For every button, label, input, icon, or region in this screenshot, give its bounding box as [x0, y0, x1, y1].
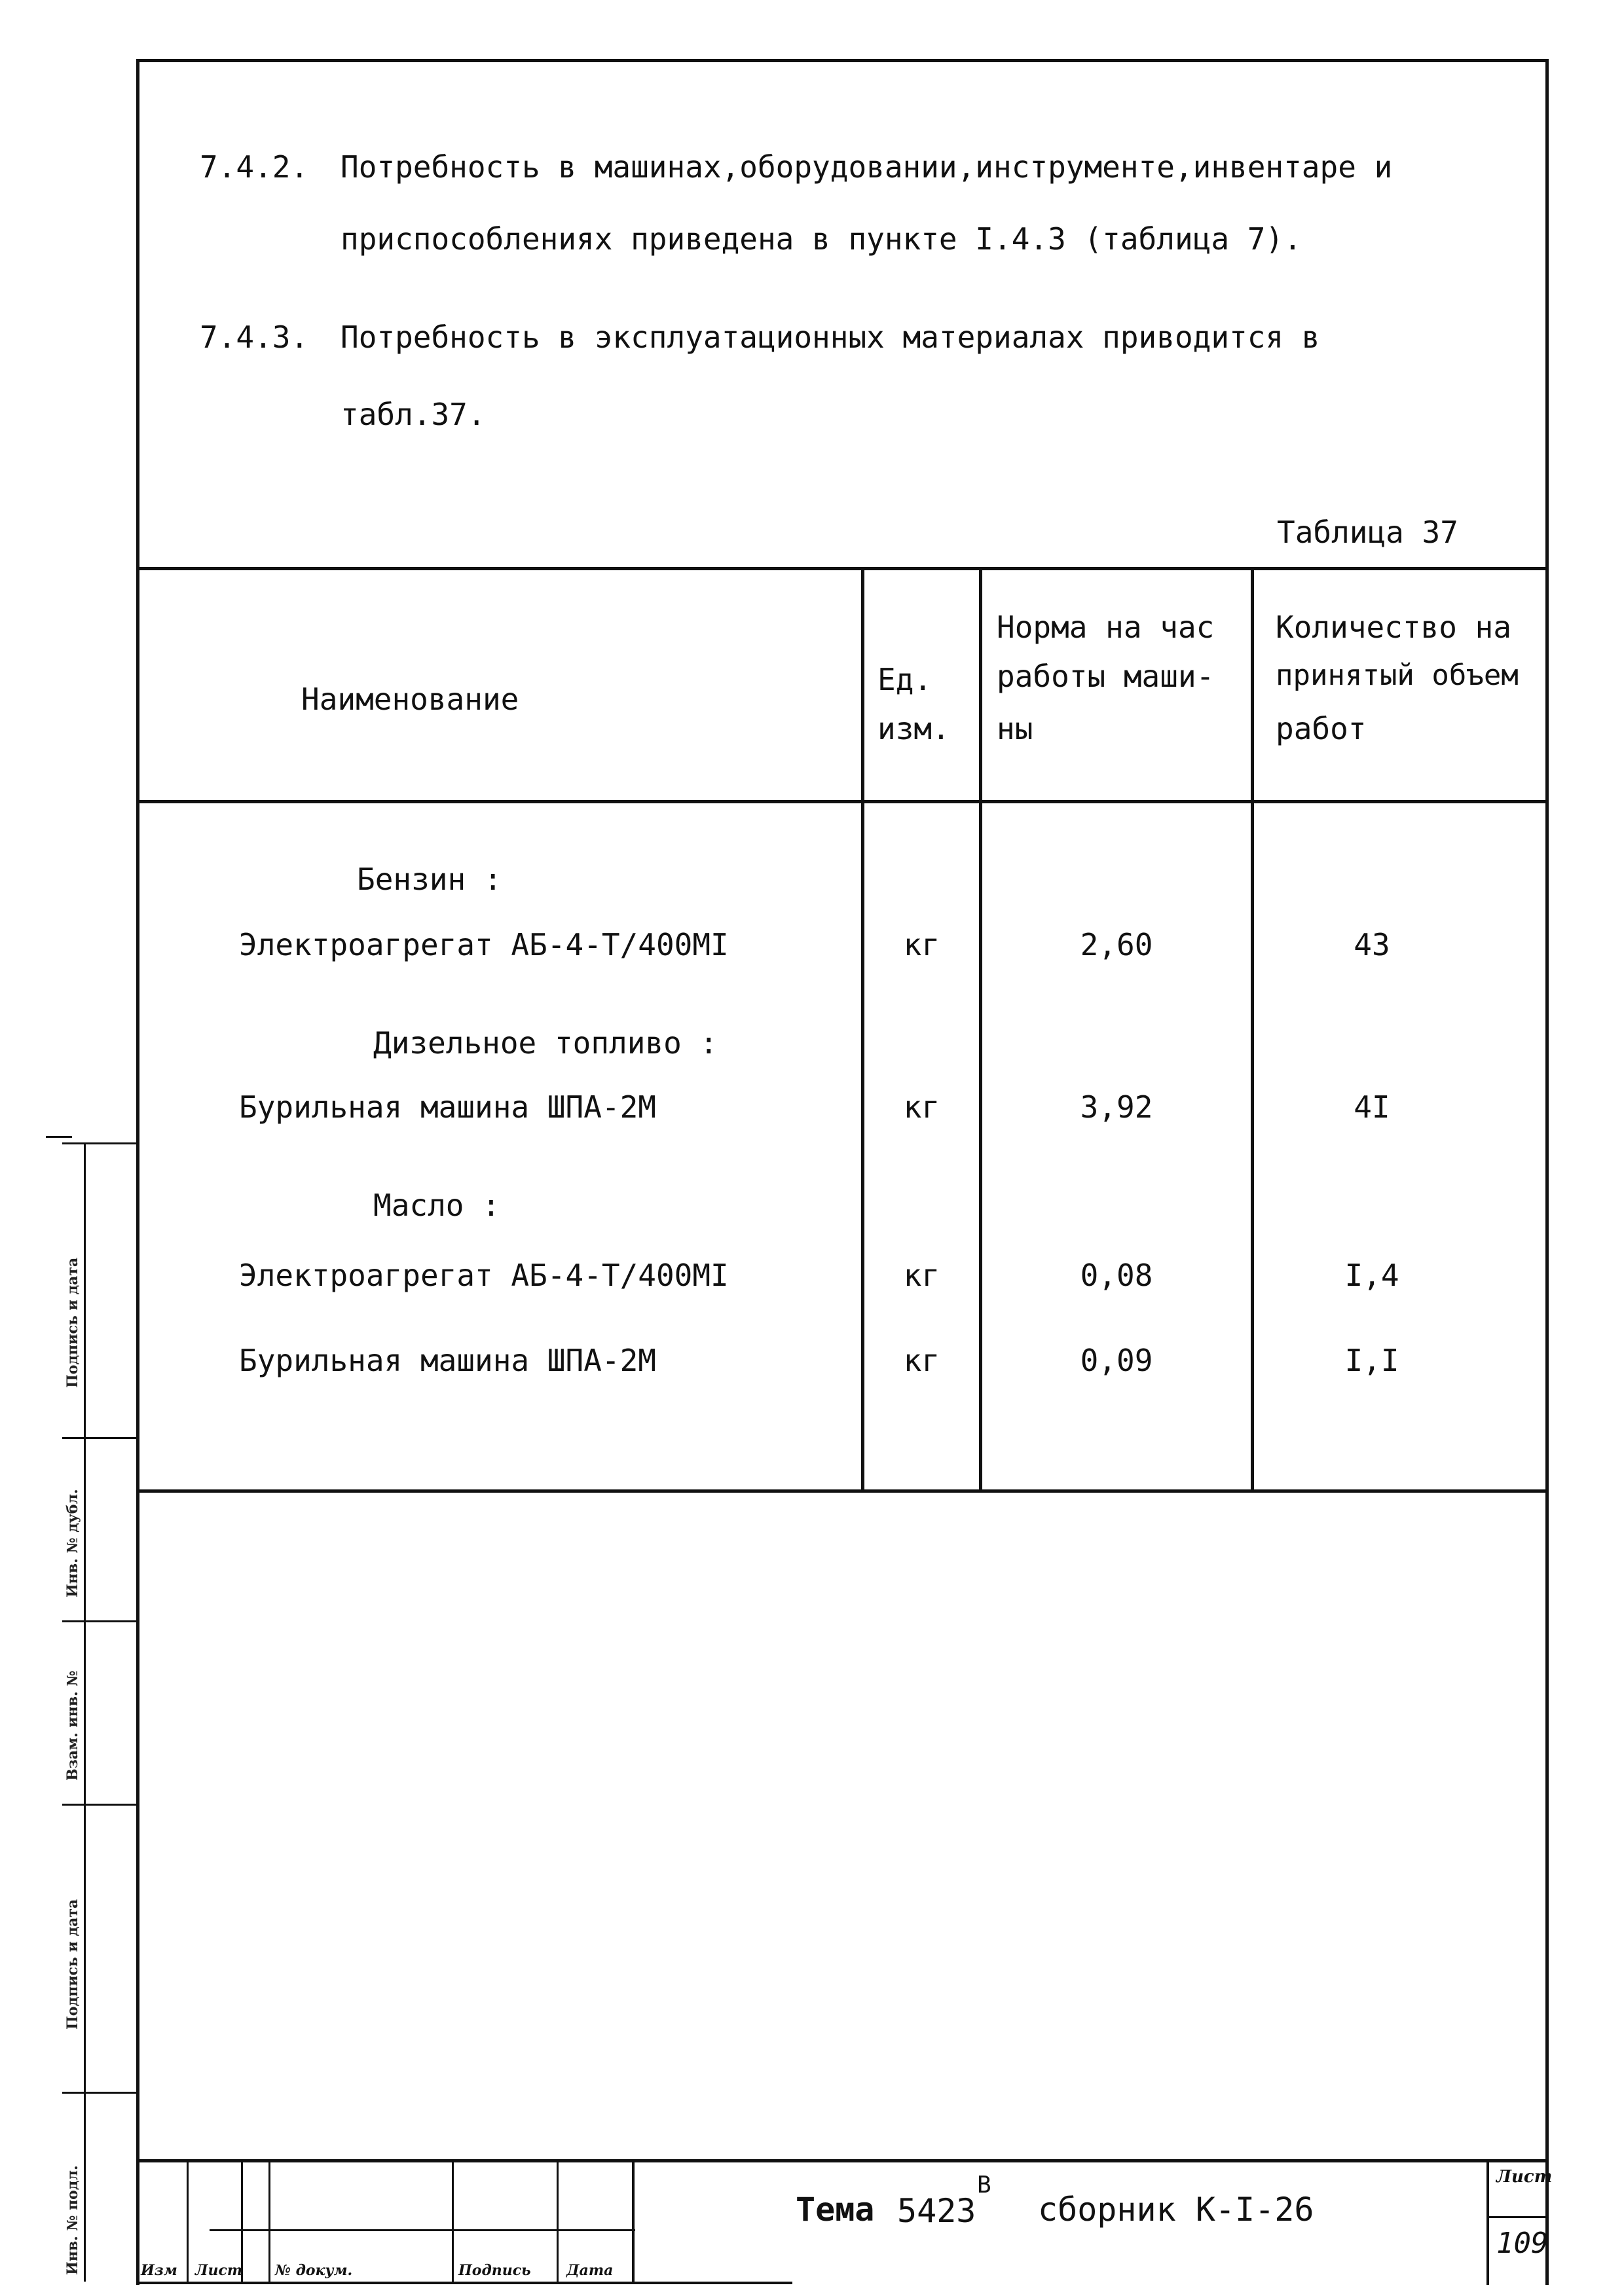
header-qty-line-3: работ — [1276, 711, 1367, 746]
title-block-mid-rule — [210, 2229, 635, 2231]
title-block-col-5 — [557, 2160, 559, 2282]
table-row-unit: кг — [903, 927, 940, 962]
side-strip-outer-tick — [46, 1136, 72, 1138]
table-row-norm: 0,08 — [1080, 1258, 1153, 1293]
header-qty-line-2: принятый объем — [1276, 659, 1519, 692]
paragraph-7-4-3-line-2: табл.37. — [341, 397, 486, 432]
sheet-number: 109 — [1496, 2227, 1549, 2260]
paragraph-7-4-2-line-1: Потребность в машинах,оборудовании,инструменте,инвентаре и — [341, 149, 1393, 185]
col-label-doc: № докум. — [275, 2262, 353, 2279]
side-label-vzam-inv: Взам. инв. № — [64, 1670, 81, 1781]
table-row-norm: 3,92 — [1080, 1089, 1153, 1125]
paragraph-7-4-2-line-2: приспособлениях приведена в пункте I.4.3 (таблица 7). — [341, 221, 1302, 257]
table-row-qty: 43 — [1354, 927, 1390, 962]
sheet-box-left — [1486, 2160, 1489, 2285]
header-norm-line-2: работы маши- — [997, 659, 1215, 694]
frame-left-line — [136, 59, 139, 2285]
table-row-name: Электроагрегат АБ-4-Т/400МI — [239, 927, 729, 962]
paragraph-7-4-3-line-1: Потребность в эксплуатационных материалах приводится в — [341, 319, 1320, 355]
col-label-list: Лист — [195, 2262, 243, 2279]
side-label-inv-podl: Инв. № подл. — [64, 2165, 81, 2275]
group-title-petrol: Бензин : — [357, 862, 502, 897]
table-row-unit: кг — [903, 1258, 940, 1293]
paragraph-7-4-2-number: 7.4.2. — [200, 149, 309, 185]
table-header-rule — [138, 800, 1549, 803]
table-row-qty: 4I — [1354, 1089, 1390, 1125]
col-label-sign: Подпись — [458, 2262, 531, 2279]
table-row-norm: 2,60 — [1080, 927, 1153, 962]
table-row-name: Бурильная машина ШПА-2М — [239, 1089, 656, 1125]
table-top-rule — [138, 567, 1549, 570]
title-block-col-1 — [187, 2160, 189, 2282]
table-row-name: Электроагрегат АБ-4-Т/400МI — [239, 1258, 729, 1293]
title-block-col-3 — [268, 2160, 270, 2282]
tema-superscript: В — [977, 2172, 991, 2198]
col-label-izm: Изм — [141, 2262, 177, 2279]
side-label-sign-date-2: Подпись и дата — [64, 1257, 81, 1388]
side-label-sign-date-1: Подпись и дата — [64, 1899, 81, 2030]
table-bottom-rule — [138, 1489, 1549, 1493]
header-norm-line-3: ны — [997, 711, 1033, 746]
frame-top-line — [138, 59, 1549, 62]
collection-code: сборник К-I-26 — [1038, 2191, 1314, 2229]
table-row-unit: кг — [903, 1089, 940, 1125]
header-unit-line-2: изм. — [877, 711, 950, 746]
side-strip-tick-1 — [62, 1142, 138, 1144]
table-row-qty: I,4 — [1344, 1258, 1399, 1293]
paragraph-7-4-3-number: 7.4.3. — [200, 319, 309, 355]
title-block-bottom-rule — [138, 2282, 792, 2284]
table-row-qty: I,I — [1344, 1343, 1399, 1378]
side-label-inv-dubl: Инв. № дубл. — [64, 1489, 81, 1597]
group-title-diesel: Дизельное топливо : — [373, 1025, 718, 1061]
table-row-unit: кг — [903, 1343, 940, 1378]
side-strip-line — [84, 1142, 86, 2282]
side-strip-tick-3 — [62, 1620, 138, 1622]
sheet-box-mid — [1486, 2216, 1549, 2218]
title-block-col-6 — [632, 2160, 635, 2282]
col-label-date: Дата — [566, 2262, 614, 2279]
side-strip-tick-5 — [62, 2092, 138, 2094]
tema-label: Тема — [796, 2191, 875, 2229]
side-strip-tick-4 — [62, 1804, 138, 1806]
frame-right-line — [1545, 59, 1549, 2285]
table-caption: Таблица 37 — [1277, 515, 1458, 550]
side-strip-tick-2 — [62, 1437, 138, 1439]
title-block-col-4 — [452, 2160, 454, 2282]
sheet-label: Лист — [1496, 2167, 1553, 2187]
header-unit-line-1: Ед. — [877, 662, 932, 697]
group-title-oil: Масло : — [373, 1188, 500, 1223]
table-row-name: Бурильная машина ШПА-2М — [239, 1343, 656, 1378]
tema-number: 5423 — [897, 2192, 976, 2230]
title-block-top-rule — [138, 2159, 1549, 2162]
table-row-norm: 0,09 — [1080, 1343, 1153, 1378]
header-norm-line-1: Норма на час — [997, 610, 1215, 645]
header-qty-line-1: Количество на — [1276, 610, 1512, 645]
header-name: Наименование — [301, 682, 519, 717]
